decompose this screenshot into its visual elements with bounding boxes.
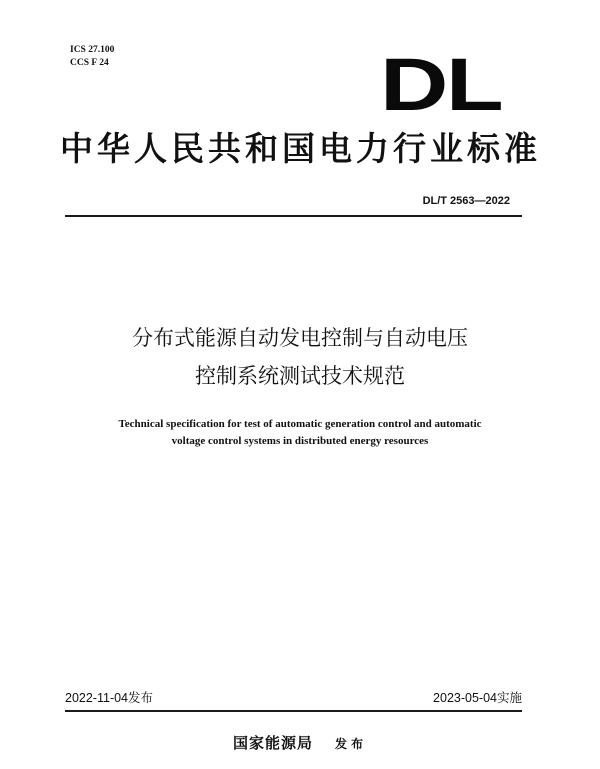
title-en-line-2: voltage control systems in distributed energy resources [171,435,429,447]
implementation-date: 2023-05-04实施 [433,691,522,705]
standard-type-title: 中华人民共和国电力行业标准 [60,129,541,168]
bottom-divider [65,710,522,712]
ics-code: ICS 27.100 [70,45,115,55]
title-cn-line-2: 控制系统测试技术规范 [195,364,405,388]
issue-date: 2022-11-04发布 [65,691,154,705]
top-divider [65,215,522,217]
title-cn-line-1: 分布式能源自动发电控制与自动电压 [132,326,468,350]
ccs-code: CCS F 24 [70,58,109,68]
issuer-action: 发布 [335,737,368,751]
standard-number: DL/T 2563—2022 [422,195,510,207]
title-en-line-1: Technical specification for test of automatic generation control and automatic [118,418,482,430]
issuer-line [0,733,600,754]
dl-logo: DL [380,43,502,126]
issuer-organization: 国家能源局 [232,734,313,752]
